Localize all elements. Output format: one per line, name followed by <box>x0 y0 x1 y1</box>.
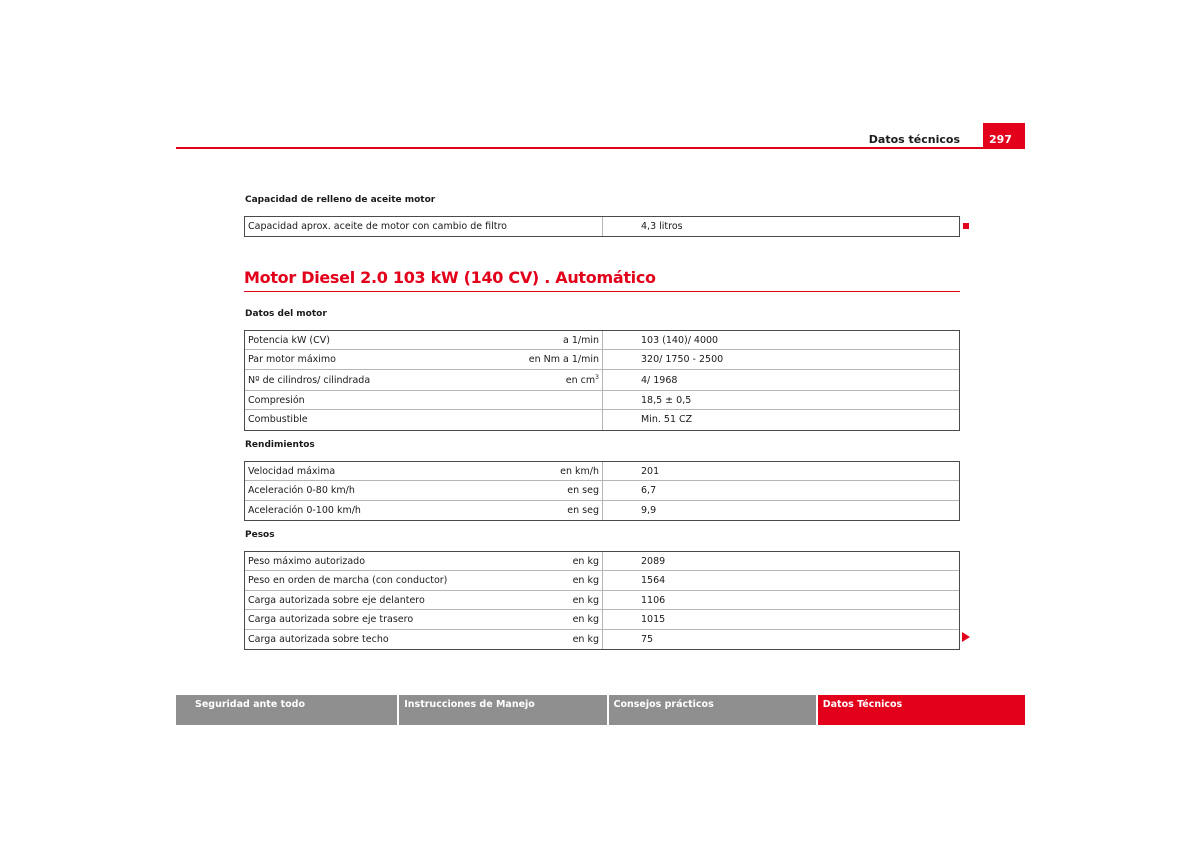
column-divider <box>602 350 603 368</box>
table-row <box>245 391 959 410</box>
row-value: 103 (140)/ 4000 <box>641 335 719 346</box>
row-label: Combustible <box>248 414 308 426</box>
row-unit: en seg <box>567 485 599 497</box>
end-marker-icon <box>963 223 969 229</box>
footer-nav <box>176 695 1025 725</box>
table-row <box>245 501 959 520</box>
footer-tab-seguridad[interactable]: Seguridad ante todo <box>176 695 399 725</box>
row-unit: en kg <box>572 633 599 645</box>
row-unit: en kg <box>572 614 599 626</box>
row-label: Aceleración 0-80 km/h <box>248 485 355 497</box>
weights-heading: Pesos <box>245 530 275 540</box>
row-label: Velocidad máxima <box>248 466 336 477</box>
section-title: Motor Diesel 2.0 103 kW (140 CV) . Automático <box>244 268 656 287</box>
header-rule <box>176 147 1025 149</box>
footer-tab-datos-tecnicos[interactable]: Datos Técnicos <box>818 695 1025 725</box>
column-divider <box>602 552 603 570</box>
column-divider <box>602 610 603 628</box>
row-unit: en kg <box>572 556 599 567</box>
table-row <box>245 350 959 369</box>
oil-table <box>244 216 960 237</box>
row-value: 75 <box>641 633 654 645</box>
unit-superscript: 3 <box>595 373 599 381</box>
column-divider <box>602 370 603 390</box>
oil-heading: Capacidad de relleno de aceite motor <box>245 195 436 205</box>
row-value: 18,5 ± 0,5 <box>641 394 692 406</box>
row-value: 4,3 litros <box>641 221 683 232</box>
row-unit: en km/h <box>560 466 599 477</box>
column-divider <box>602 462 603 480</box>
continue-arrow-icon <box>962 632 970 642</box>
row-label: Carga autorizada sobre eje delantero <box>248 594 425 606</box>
column-divider <box>602 481 603 499</box>
column-divider <box>602 217 603 236</box>
row-label: Nº de cilindros/ cilindrada <box>248 374 371 386</box>
weights-table <box>244 551 960 650</box>
row-value: 1564 <box>641 575 666 587</box>
row-label: Potencia kW (CV) <box>248 335 330 346</box>
table-row <box>245 410 959 429</box>
column-divider <box>602 591 603 609</box>
performance-heading: Rendimientos <box>245 440 315 450</box>
row-unit: en kg <box>572 594 599 606</box>
row-unit: en seg <box>567 504 599 516</box>
row-unit: en kg <box>572 575 599 587</box>
unit-text: en cm <box>565 374 596 386</box>
header-title: Datos técnicos <box>868 133 960 146</box>
row-label: Par motor máximo <box>248 354 336 366</box>
row-label: Peso en orden de marcha (con conductor) <box>248 575 448 587</box>
section-rule <box>244 291 960 292</box>
row-value: 201 <box>641 466 660 477</box>
row-value: 9,9 <box>641 504 657 516</box>
table-row <box>245 571 959 590</box>
row-value: 4/ 1968 <box>641 374 678 386</box>
column-divider <box>602 571 603 589</box>
row-label: Aceleración 0-100 km/h <box>248 504 361 516</box>
row-label: Capacidad aprox. aceite de motor con cambio de filtro <box>248 221 507 232</box>
row-value: 1015 <box>641 614 666 626</box>
column-divider <box>602 391 603 409</box>
row-label: Carga autorizada sobre eje trasero <box>248 614 414 626</box>
table-row <box>245 610 959 629</box>
footer-tab-instrucciones[interactable]: Instrucciones de Manejo <box>399 695 608 725</box>
row-label: Carga autorizada sobre techo <box>248 633 389 645</box>
table-row <box>245 370 959 391</box>
row-value: 6,7 <box>641 485 657 497</box>
footer-tab-consejos[interactable]: Consejos prácticos <box>609 695 818 725</box>
table-row <box>245 331 959 350</box>
table-row <box>245 462 959 481</box>
table-row <box>245 217 959 236</box>
row-value: 320/ 1750 - 2500 <box>641 354 724 366</box>
table-row <box>245 481 959 500</box>
table-row <box>245 630 959 649</box>
row-value: 1106 <box>641 594 666 606</box>
row-value: 2089 <box>641 556 666 567</box>
row-label: Compresión <box>248 394 305 406</box>
row-unit: en Nm a 1/min <box>528 354 599 366</box>
column-divider <box>602 501 603 520</box>
engine-table <box>244 330 960 431</box>
table-row <box>245 591 959 610</box>
row-label: Peso máximo autorizado <box>248 556 366 567</box>
column-divider <box>602 410 603 429</box>
row-unit <box>566 375 599 386</box>
table-row <box>245 552 959 571</box>
page-number: 297 <box>983 123 1025 149</box>
column-divider <box>602 331 603 349</box>
row-value: Min. 51 CZ <box>641 414 693 426</box>
row-unit: a 1/min <box>562 335 599 346</box>
performance-table <box>244 461 960 521</box>
column-divider <box>602 630 603 649</box>
engine-heading: Datos del motor <box>245 309 327 319</box>
